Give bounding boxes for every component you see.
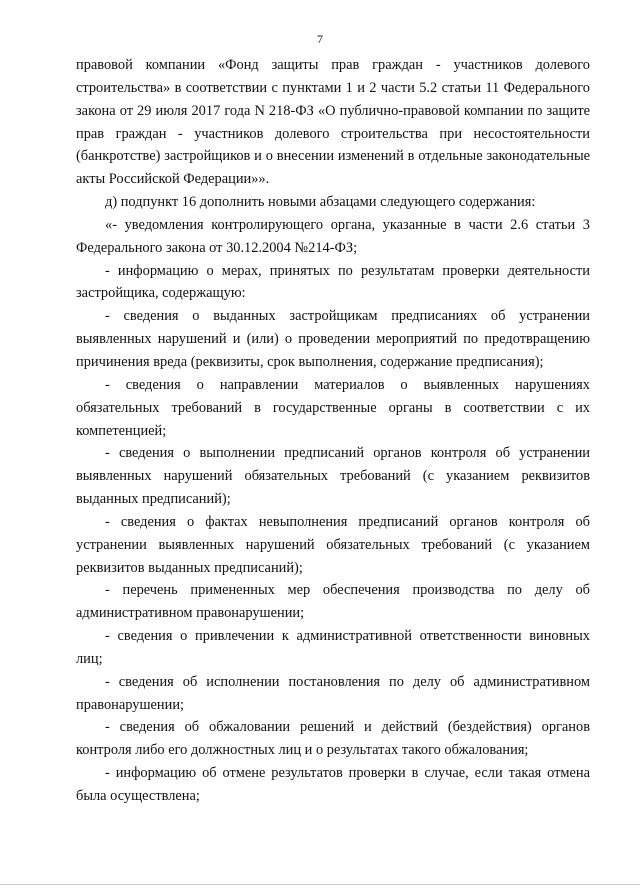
paragraph-continuation: правовой компании «Фонд защиты прав граждан - участников долевого строительства» в соответствии с пунктами 1 и 2 части 5.2 статьи 11 Федерального закона от 29 июля 2017 года N 218-ФЗ «О публично-правовой компании по защите прав граждан - участников долевого строительства при несостоятельности (банкротстве) застройщиков и о внесении изменений в отдельные законодательные акты Российской Федерации»». [76,57,590,188]
paragraph-list-item: «- уведомления контролирующего органа, указанные в части 2.6 статьи 3 Федерального закона от 30.12.2004 №214-ФЗ; [76,216,590,256]
page-bottom-edge [0,884,640,885]
paragraph-list-item: - сведения о направлении материалов о выявленных нарушениях обязательных требований в государственные органы в соответствии с их компетенцией; [76,376,590,439]
paragraph-list-item: - сведения о фактах невыполнения предписаний органов контроля об устранении выявленных нарушений обязательных требований (с указанием реквизитов выданных предписаний); [76,513,590,576]
paragraph-subpoint-d: д) подпункт 16 дополнить новыми абзацами следующего содержания: [105,194,536,211]
document-body [76,54,590,808]
paragraph-list-item: - сведения о выполнении предписаний органов контроля об устранении выявленных нарушений обязательных требований (с указанием реквизитов выданных предписаний); [76,445,590,508]
paragraph-list-item: - сведения о привлечении к административной ответственности виновных лиц; [76,628,590,667]
page-number: 7 [317,32,323,46]
paragraph-list-item: - перечень примененных мер обеспечения производства по делу об административном правонарушении; [76,582,590,622]
paragraph-list-item: - сведения об исполнении постановления по делу об административном правонарушении; [76,673,590,713]
paragraph-list-item: - сведения о выданных застройщикам предписаниях об устранении выявленных нарушений и (или) о проведении мероприятий по предотвращению причинения вреда (реквизиты, срок выполнения, содержание предписания); [76,308,590,370]
paragraph-list-item: - информацию о мерах, принятых по результатам проверки деятельности застройщика, содержащую: [76,262,590,302]
paragraph-list-item: - информацию об отмене результатов проверки в случае, если такая отмена была осуществлена; [76,765,590,804]
paragraph-list-item: - сведения об обжаловании решений и действий (бездействия) органов контроля либо его должностных лиц и о результатах такого обжалования; [76,719,590,759]
